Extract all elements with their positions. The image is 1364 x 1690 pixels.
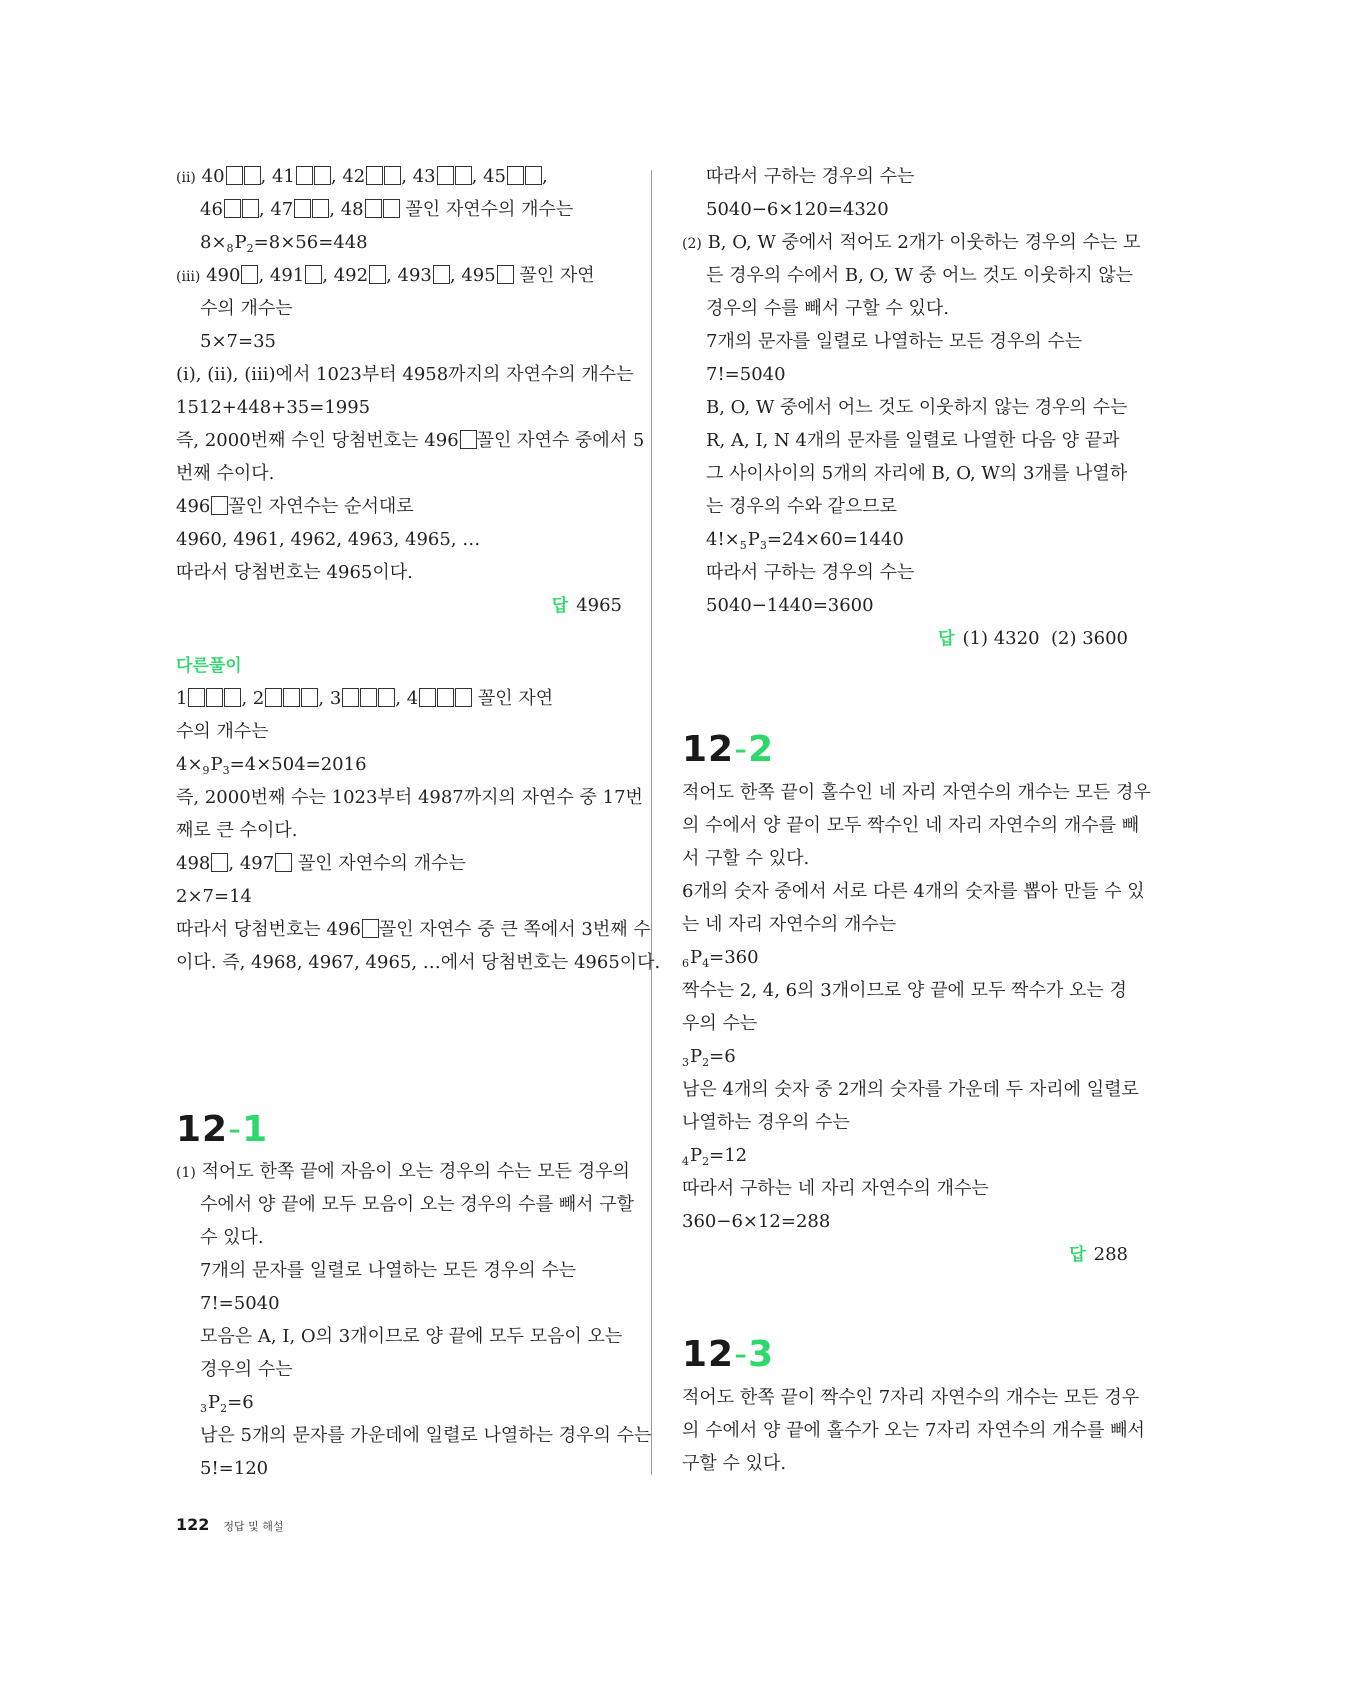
digit-box	[305, 265, 322, 284]
sequence-line: 4960, 4961, 4962, 4963, 4965, …	[176, 529, 481, 550]
answer-1: 답 4965	[551, 595, 622, 616]
r-line8: B, O, W 중에서 어느 것도 이웃하지 않는 경우의 수는	[706, 397, 1128, 418]
t-line14: 360−6×12=288	[682, 1211, 831, 1232]
digit-box	[275, 853, 292, 872]
digit-box	[226, 166, 243, 185]
r-line14: 5040−1440=3600	[706, 595, 874, 616]
digit-box	[525, 166, 542, 185]
r-line3: (2) B, O, W 중에서 적어도 2개가 이웃하는 경우의 수는 모	[682, 232, 1141, 253]
r-line12: $4!\times_5P_3=24\times 60=1440$	[706, 529, 904, 552]
digit-box	[460, 430, 477, 449]
digit-box	[224, 688, 241, 707]
t-line11: 나열하는 경우의 수는	[682, 1112, 850, 1133]
digit-box	[437, 166, 454, 185]
r-line1: 따라서 구하는 경우의 수는	[706, 166, 915, 187]
sum-calc: 1512+448+35=1995	[176, 397, 371, 418]
u-line2: 의 수에서 양 끝에 홀수가 오는 7자리 자연수의 개수를 빼서	[682, 1420, 1145, 1441]
alt-line2: 수의 개수는	[176, 721, 269, 742]
page-number: 122	[176, 1515, 210, 1534]
digit-box	[301, 688, 318, 707]
t-line5: 는 네 자리 자연수의 개수는	[682, 914, 897, 935]
t-line1: 적어도 한쪽 끝이 홀수인 네 자리 자연수의 개수는 모든 경우	[682, 782, 1151, 803]
s1-line2: 수에서 양 끝에 모두 모음이 오는 경우의 수를 빼서 구할	[200, 1194, 635, 1215]
digit-box	[455, 166, 472, 185]
text-line: 즉, 2000번째 수인 당첨번호는 496 꼴인 자연수 중에서 5	[176, 430, 645, 451]
s1-line1: (1) 적어도 한쪽 끝에 자음이 오는 경우의 수는 모든 경우의	[176, 1161, 630, 1182]
digit-box	[312, 199, 329, 218]
digit-box	[455, 688, 472, 707]
s1-line5: 7!=5040	[200, 1293, 280, 1314]
answer-2: 답 (1) 4320 (2) 3600	[938, 628, 1128, 649]
digit-box	[241, 265, 258, 284]
case-iii-line1: (ⅲ) 490 , 491 , 492 , 493 , 495 꼴인 자연	[176, 265, 595, 286]
digit-box	[419, 688, 436, 707]
t-line12: $_4P_2=12$	[682, 1145, 748, 1168]
case-iii-calc: 5×7=35	[200, 331, 276, 352]
s1-line7: 경우의 수는	[200, 1359, 293, 1380]
r-line4: 든 경우의 수에서 B, O, W 중 어느 것도 이웃하지 않는	[706, 265, 1134, 286]
alt-line5: 째로 큰 수이다.	[176, 820, 298, 841]
digit-box	[342, 688, 359, 707]
section-heading-12-3: 12-3	[682, 1334, 775, 1375]
digit-box	[188, 688, 205, 707]
r-line7: 7!=5040	[706, 364, 786, 385]
digit-box	[244, 166, 261, 185]
sum-intro: (ⅰ), (ⅱ), (ⅲ)에서 1023부터 4958까지의 자연수의 개수는	[176, 364, 634, 385]
t-line8: 우의 수는	[682, 1013, 758, 1034]
u-line3: 구할 수 있다.	[682, 1453, 787, 1474]
r-line13: 따라서 구하는 경우의 수는	[706, 562, 915, 583]
digit-box	[296, 166, 313, 185]
alt-line7: 2×7=14	[176, 886, 252, 907]
footer-label: 정답 및 해설	[223, 1520, 284, 1533]
t-line3: 서 구할 수 있다.	[682, 848, 810, 869]
t-line10: 남은 4개의 숫자 중 2개의 숫자를 가운데 두 자리에 일렬로	[682, 1079, 1139, 1100]
r-line9: R, A, I, N 4개의 문자를 일렬로 나열한 다음 양 끝과	[706, 430, 1120, 451]
text-line: 번째 수이다.	[176, 463, 275, 484]
t-line9: $_3P_2=6$	[682, 1046, 736, 1069]
digit-box	[378, 688, 395, 707]
alt-line4: 즉, 2000번째 수는 1023부터 4987까지의 자연수 중 17번	[176, 787, 643, 808]
s1-line8: $_3P_2=6$	[200, 1392, 254, 1415]
page-footer	[176, 1514, 284, 1535]
t-line6: $_6P_4=360$	[682, 947, 759, 970]
case-iii-line2: 수의 개수는	[200, 298, 293, 319]
r-line5: 경우의 수를 빼서 구할 수 있다.	[706, 298, 949, 319]
digit-box	[224, 199, 241, 218]
r-line10: 그 사이사이의 5개의 자리에 B, O, W의 3개를 나열하	[706, 463, 1128, 484]
t-line7: 짝수는 2, 4, 6의 3개이므로 양 끝에 모두 짝수가 오는 경	[682, 980, 1127, 1001]
digit-box	[265, 688, 282, 707]
section-heading-12-1: 12-1	[176, 1109, 269, 1150]
s1-line4: 7개의 문자를 일렬로 나열하는 모든 경우의 수는	[200, 1260, 577, 1281]
r-line11: 는 경우의 수와 같으므로	[706, 496, 898, 517]
text-line: 496 꼴인 자연수는 순서대로	[176, 496, 414, 517]
s1-line10: 5!=120	[200, 1458, 269, 1479]
digit-box	[283, 688, 300, 707]
s1-line9: 남은 5개의 문자를 가운데에 일렬로 나열하는 경우의 수는	[200, 1425, 652, 1446]
digit-box	[384, 166, 401, 185]
digit-box	[360, 688, 377, 707]
alt-line8: 따라서 당첨번호는 496 꼴인 자연수 중 큰 쪽에서 3번째 수	[176, 919, 651, 940]
alternative-solution-label: 다른풀이	[176, 656, 242, 676]
alt-calc: $4\times_9P_3=4\times 504=2016$	[176, 754, 367, 777]
digit-box	[383, 199, 400, 218]
t-line13: 따라서 구하는 네 자리 자연수의 개수는	[682, 1178, 989, 1199]
digit-box	[362, 919, 379, 938]
column-divider	[651, 170, 652, 1475]
digit-box	[211, 853, 228, 872]
digit-box	[206, 688, 223, 707]
t-line4: 6개의 숫자 중에서 서로 다른 4개의 숫자를 뽑아 만들 수 있	[682, 881, 1145, 902]
digit-box	[314, 166, 331, 185]
s1-line3: 수 있다.	[200, 1227, 264, 1248]
alt-line6: 498 , 497 꼴인 자연수의 개수는	[176, 853, 466, 874]
digit-box	[366, 166, 383, 185]
digit-box	[294, 199, 311, 218]
u-line1: 적어도 한쪽 끝이 짝수인 7자리 자연수의 개수는 모든 경우	[682, 1387, 1140, 1408]
case-ii-line1: (ⅱ) 40 , 41 , 42 , 43 , 45 ,	[176, 166, 548, 187]
digit-box	[497, 265, 514, 284]
digit-box	[242, 199, 259, 218]
digit-box	[437, 688, 454, 707]
digit-box	[507, 166, 524, 185]
s1-line6: 모음은 A, I, O의 3개이므로 양 끝에 모두 모음이 오는	[200, 1326, 623, 1347]
digit-box	[211, 496, 228, 515]
alt-line1: 1 , 2 , 3 , 4 꼴인 자연	[176, 688, 554, 709]
t-line2: 의 수에서 양 끝이 모두 짝수인 네 자리 자연수의 개수를 빼	[682, 815, 1140, 836]
conclusion-line: 따라서 당첨번호는 4965이다.	[176, 562, 413, 583]
digit-box	[365, 199, 382, 218]
r-line2: 5040−6×120=4320	[706, 199, 889, 220]
digit-box	[433, 265, 450, 284]
section-heading-12-2: 12-2	[682, 729, 775, 770]
r-line6: 7개의 문자를 일렬로 나열하는 모든 경우의 수는	[706, 331, 1083, 352]
case-ii-calc: $8\times_8P_2=8\times 56=448$	[200, 232, 368, 255]
alt-line9: 이다. 즉, 4968, 4967, 4965, …에서 당첨번호는 4965이다.	[176, 952, 661, 973]
answer-3: 답 288	[1069, 1244, 1128, 1265]
case-ii-line2: 46 , 47 , 48 꼴인 자연수의 개수는	[200, 199, 574, 220]
digit-box	[369, 265, 386, 284]
